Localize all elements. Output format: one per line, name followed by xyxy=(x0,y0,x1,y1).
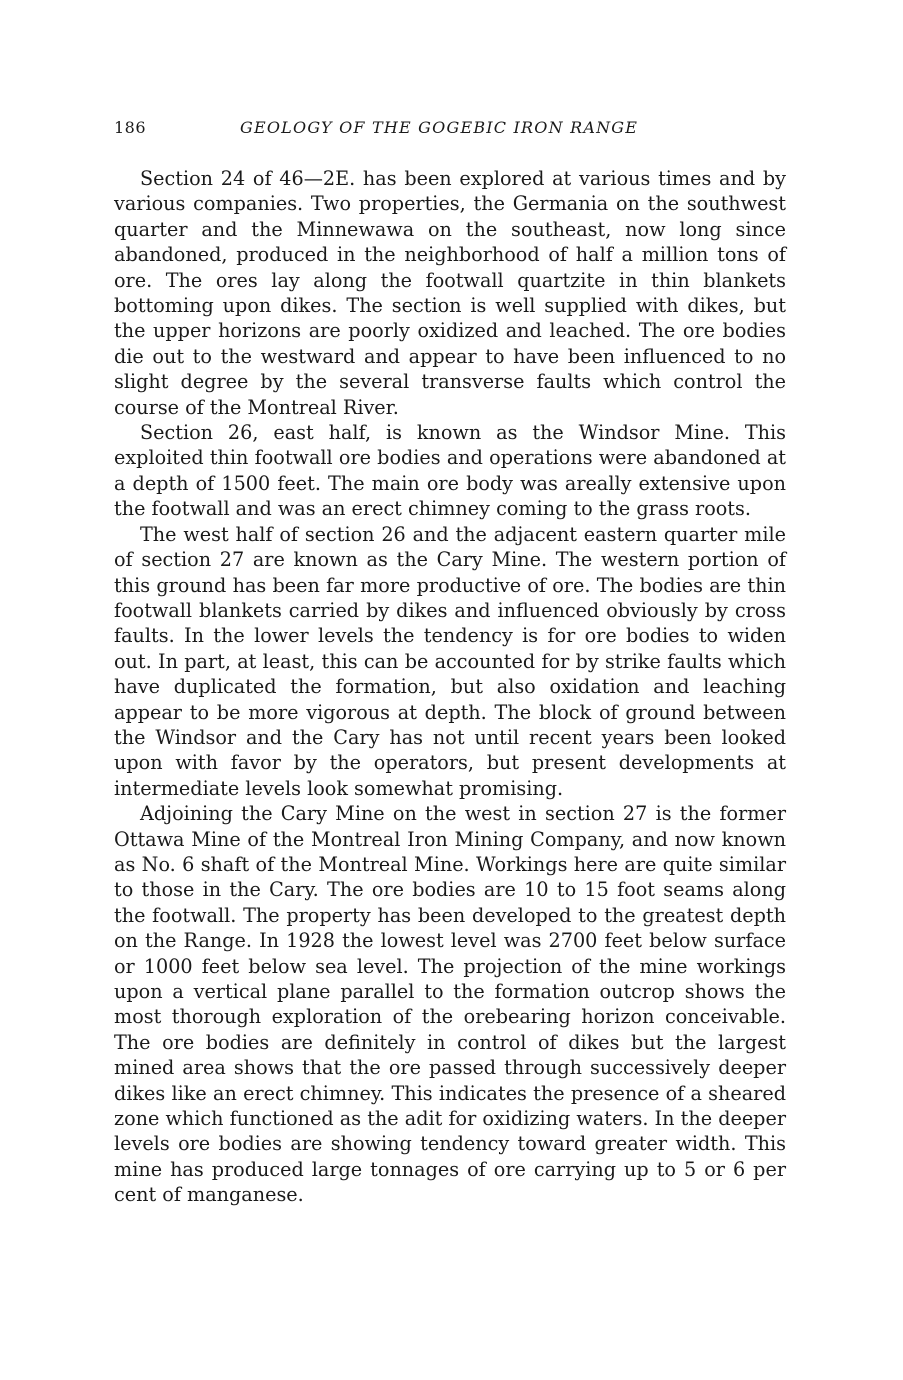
running-title: GEOLOGY OF THE GOGEBIC IRON RANGE xyxy=(240,118,639,137)
paragraph-section-24: Section 24 of 46—2E. has been explored at various times and by various companies. Two properties, the Germania on the southwest quarter and the Minnewawa on the southeast, now long since abandoned, produced in the neighborhood of half a million tons of ore. The ores lay along the footwall quartzite in thin blankets bottoming upon dikes. The section is well supplied with dikes, but the upper horizons are poorly oxidized and leached. The ore bodies die out to the westward and appear to have been influenced to no slight degree by the several transverse faults which control the course of the Montreal River. xyxy=(114,167,786,419)
running-head xyxy=(114,118,786,142)
paragraph-montreal-mine: Adjoining the Cary Mine on the west in section 27 is the former Ottawa Mine of the Montreal Iron Mining Company, and now known as No. 6 shaft of the Montreal Mine. Workings here are quite similar to those in the Cary. The ore bodies are 10 to 15 foot seams along the footwall. The property has been developed to the greatest depth on the Range. In 1928 the lowest level was 2700 feet below surface or 1000 feet below sea level. The projection of the mine workings upon a vertical plane parallel to the formation outcrop shows the most thorough exploration of the orebearing horizon conceivable. The ore bodies are definitely in control of dikes but the largest mined area shows that the ore passed through successively deeper dikes like an erect chimney. This indicates the presence of a sheared zone which functioned as the adit for oxidizing waters. In the deeper levels ore bodies are showing tendency toward greater width. This mine has produced large tonnages of ore carrying up to 5 or 6 per cent of manganese. xyxy=(114,802,786,1207)
body-text xyxy=(114,166,786,1208)
paragraph-cary-mine: The west half of section 26 and the adjacent eastern quarter mile of section 27 are known as the Cary Mine. The western portion of this ground has been far more productive of ore. The bodies are thin footwall blankets carried by dikes and influenced obviously by cross faults. In the lower levels the tendency is for ore bodies to widen out. In part, at least, this can be accounted for by strike faults which have duplicated the formation, but also oxidation and leaching appear to be more vigorous at depth. The block of ground between the Windsor and the Cary has not until recent years been looked upon with favor by the operators, but present developments at intermediate levels look somewhat promising. xyxy=(114,522,786,800)
page-number: 186 xyxy=(114,118,147,137)
paragraph-windsor-mine: Section 26, east half, is known as the Windsor Mine. This exploited thin footwall ore bodies and operations were abandoned at a depth of 1500 feet. The main ore body was areally extensive upon the footwall and was an erect chimney coming to the grass roots. xyxy=(114,421,786,521)
